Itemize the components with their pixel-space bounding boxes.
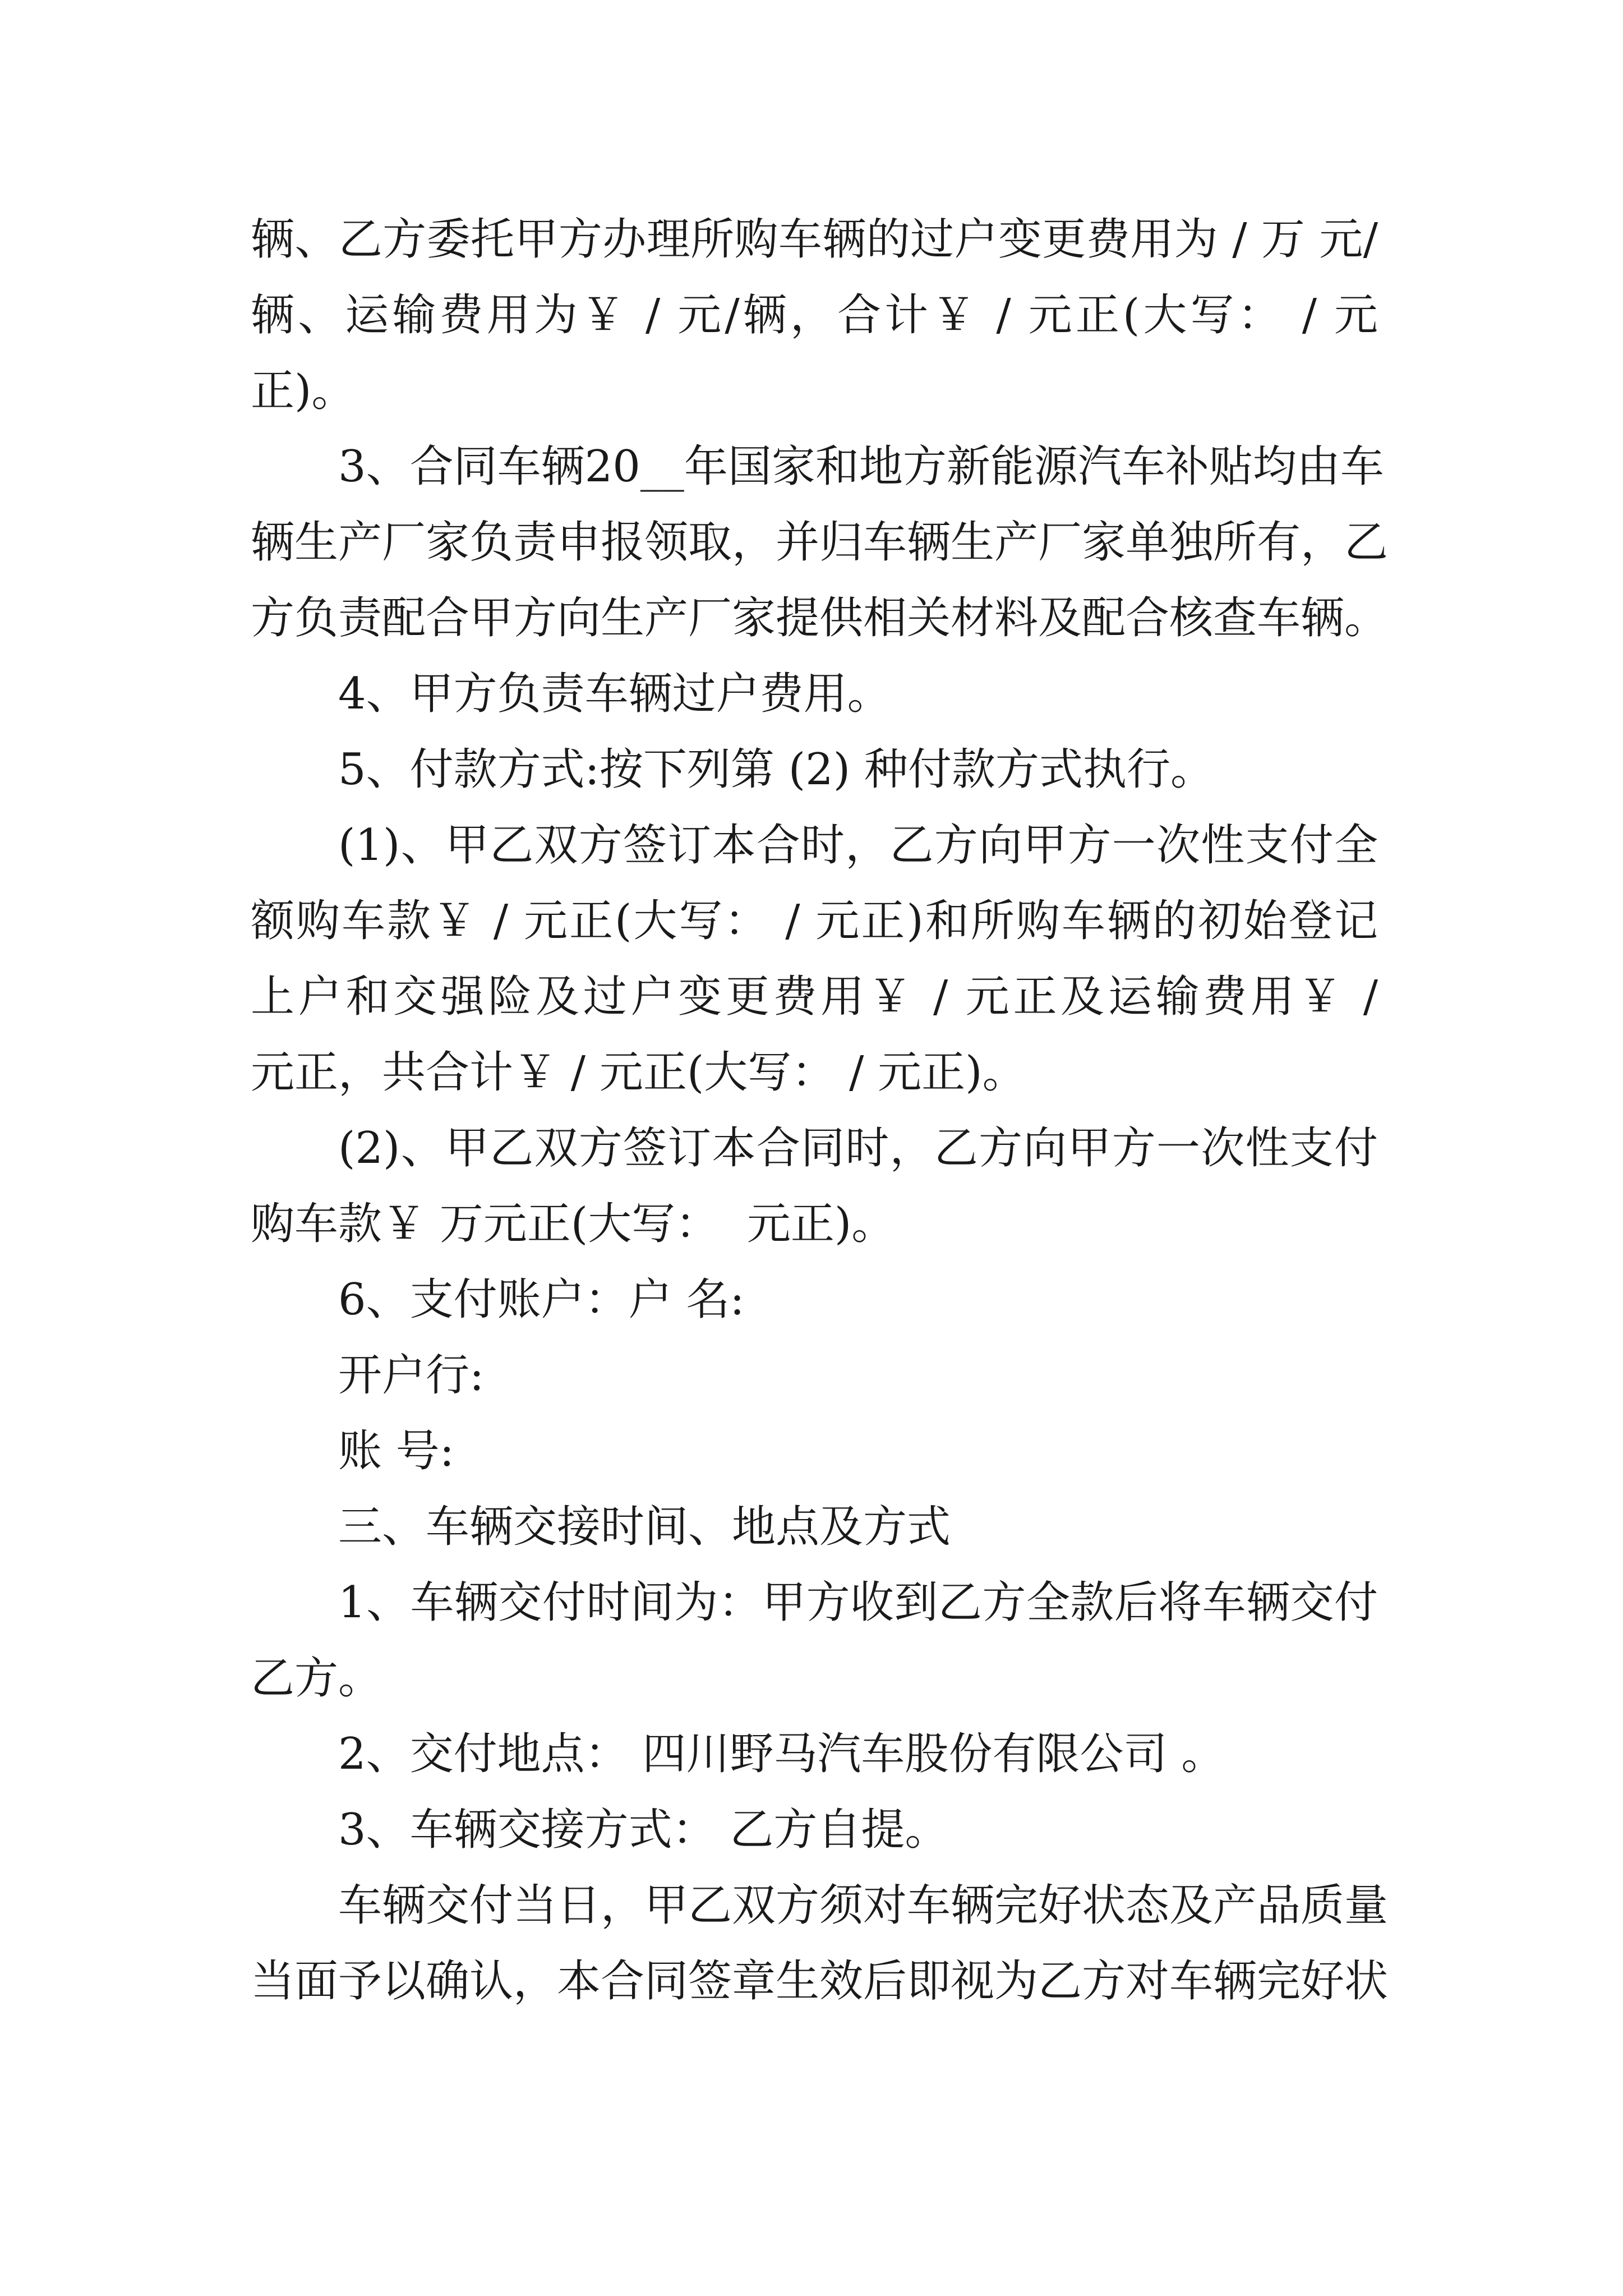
body-line: 乙方。 (251, 1653, 382, 1704)
delivery-place-line: 2、交付地点： 四川野马汽车股份有限公司 。 (338, 1729, 1225, 1779)
delivery-time-line: 1、车辆交付时间为：甲方收到乙方全款后将车辆交付 (338, 1577, 1378, 1628)
clause-6-line: 6、支付账户：户 名: (338, 1274, 745, 1325)
delivery-method-line: 3、车辆交接方式： 乙方自提。 (338, 1805, 949, 1855)
body-line: 上户和交强险及过户变更费用￥ / 元正及运输费用￥ / (251, 972, 1378, 1022)
body-line: 正)。 (251, 366, 356, 416)
body-line: 辆生产厂家负责申报领取，并归车辆生产厂家单独所有，乙 (251, 517, 1389, 568)
body-line: 额购车款￥ / 元正(大写： / 元正)和所购车辆的初始登记 (251, 896, 1378, 946)
body-line: 方负责配合甲方向生产厂家提供相关材料及配合核查车辆。 (251, 593, 1389, 643)
clause-3-line: 3、合同车辆20__年国家和地方新能源汽车补贴均由车 (338, 441, 1384, 492)
document-body (251, 202, 1389, 2019)
section-heading: 三、车辆交接时间、地点及方式 (338, 1502, 951, 1552)
bank-line: 开户行: (338, 1350, 485, 1401)
delivery-check-line: 车辆交付当日，甲乙双方须对车辆完好状态及产品质量 (338, 1880, 1389, 1931)
account-line: 账 号: (338, 1426, 455, 1476)
clause-4-line: 4、甲方负责车辆过户费用。 (338, 669, 891, 719)
body-line: 辆、运输费用为￥ / 元/辆，合计￥ / 元正(大写： / 元 (251, 290, 1378, 341)
body-line: 元正，共合计￥ / 元正(大写： / 元正)。 (251, 1047, 1026, 1098)
body-line: 购车款￥ 万元正(大写： 元正)。 (251, 1199, 896, 1249)
body-line: 当面予以确认，本合同签章生效后即视为乙方对车辆完好状 (251, 1956, 1389, 2007)
option-2-line: (2)、甲乙双方签订本合同时，乙方向甲方一次性支付 (338, 1123, 1378, 1174)
body-line: 辆、乙方委托甲方办理所购车辆的过户变更费用为 / 万 元/ (251, 214, 1378, 265)
option-1-line: (1)、甲乙双方签订本合时，乙方向甲方一次性支付全 (338, 820, 1378, 871)
clause-5-line: 5、付款方式:按下列第 (2) 种付款方式执行。 (338, 744, 1214, 795)
